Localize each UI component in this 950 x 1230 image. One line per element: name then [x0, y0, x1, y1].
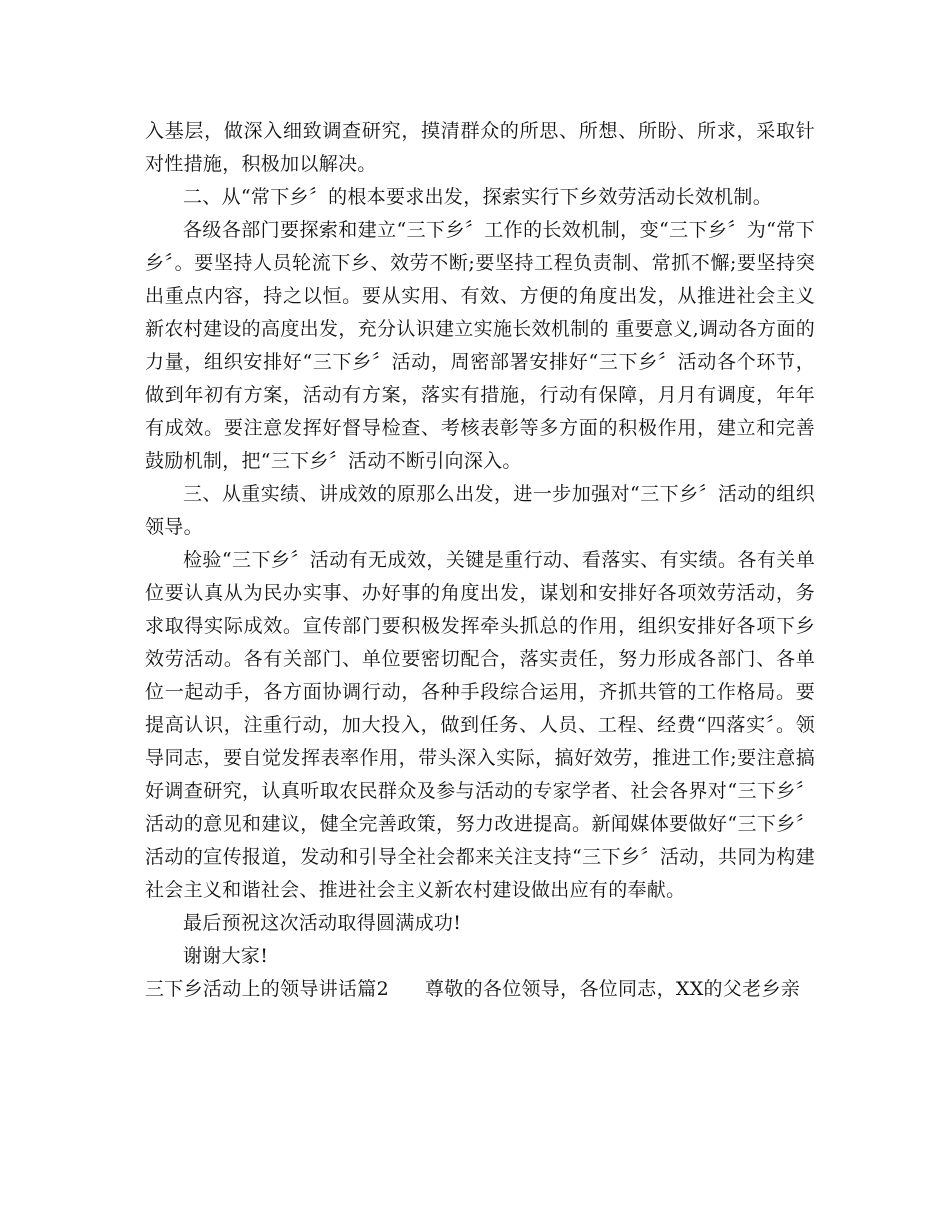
section-heading-3: 三、从重实绩、讲成效的原那么出发，进一步加强对“三下乡〞活动的组织领导。 — [145, 483, 815, 538]
section-heading-2: 二、从“常下乡〞的根本要求出发，探索实行下乡效劳活动长效机制。 — [183, 186, 773, 208]
next-section-opening: 尊敬的各位领导，各位同志，XX的父老乡亲 — [425, 978, 801, 1000]
next-section-heading: 三下乡活动上的领导讲话篇2 — [145, 978, 389, 1000]
closing-wish: 最后预祝这次活动取得圆满成功! — [183, 912, 462, 934]
paragraph-5: 检验“三下乡〞活动有无成效，关键是重行动、看落实、有实绩。各有关单位要认真从为民办实事、办好事的角度出发，谋划和安排好各项效劳活动，务求取得实际成效。宣传部门要积极发挥牵头抓总的作用，组织安排好各项下乡效劳活动。各有关部门、单位要密切配合，落实责任，努力形成各部门、各单位一起动手，各方面协调行动，各种手段综合运用，齐抓共管的工作格局。要提高认识，注重行动，加大投入，做到任务、人员、工程、经费“四落实〞。领导同志，要自觉发挥表率作用，带头深入实际，搞好效劳，推进工作;要注意搞好调查研究，认真听取农民群众及参与活动的专家学者、社会各界对“三下乡〞活动的意见和建议，健全完善政策，努力改进提高。新闻媒体要做好“三下乡〞活动的宣传报道，发动和引导全社会都来关注支持“三下乡〞活动，共同为构建社会主义和谐社会、推进社会主义新农村建设做出应有的奉献。 — [145, 549, 815, 901]
next-section-line — [145, 973, 815, 1006]
document-body — [145, 115, 815, 1006]
closing-thanks: 谢谢大家! — [183, 945, 269, 967]
paragraph-1: 入基层，做深入细致调查研究，摸清群众的所思、所想、所盼、所求，采取针对性措施，积极加以解决。 — [145, 120, 815, 175]
paragraph-3: 各级各部门要探索和建立“三下乡〞工作的长效机制，变“三下乡〞为“常下乡〞。要坚持人员轮流下乡、效劳不断;要坚持工程负责制、常抓不懈;要坚持突出重点内容，持之以恒。要从实用、有效、方便的角度出发，从推进社会主义新农村建设的高度出发，充分认识建立实施长效机制的 重要意义,调动各方面的力量，组织安排好“三下乡〞活动，周密部署安排好“三下乡〞活动各个环节，做到年初有方案，活动有方案，落实有措施，行动有保障，月月有调度，年年有成效。要注意发挥好督导检查、考核表彰等多方面的积极作用，建立和完善鼓励机制，把“三下乡〞活动不断引向深入。 — [145, 219, 815, 472]
